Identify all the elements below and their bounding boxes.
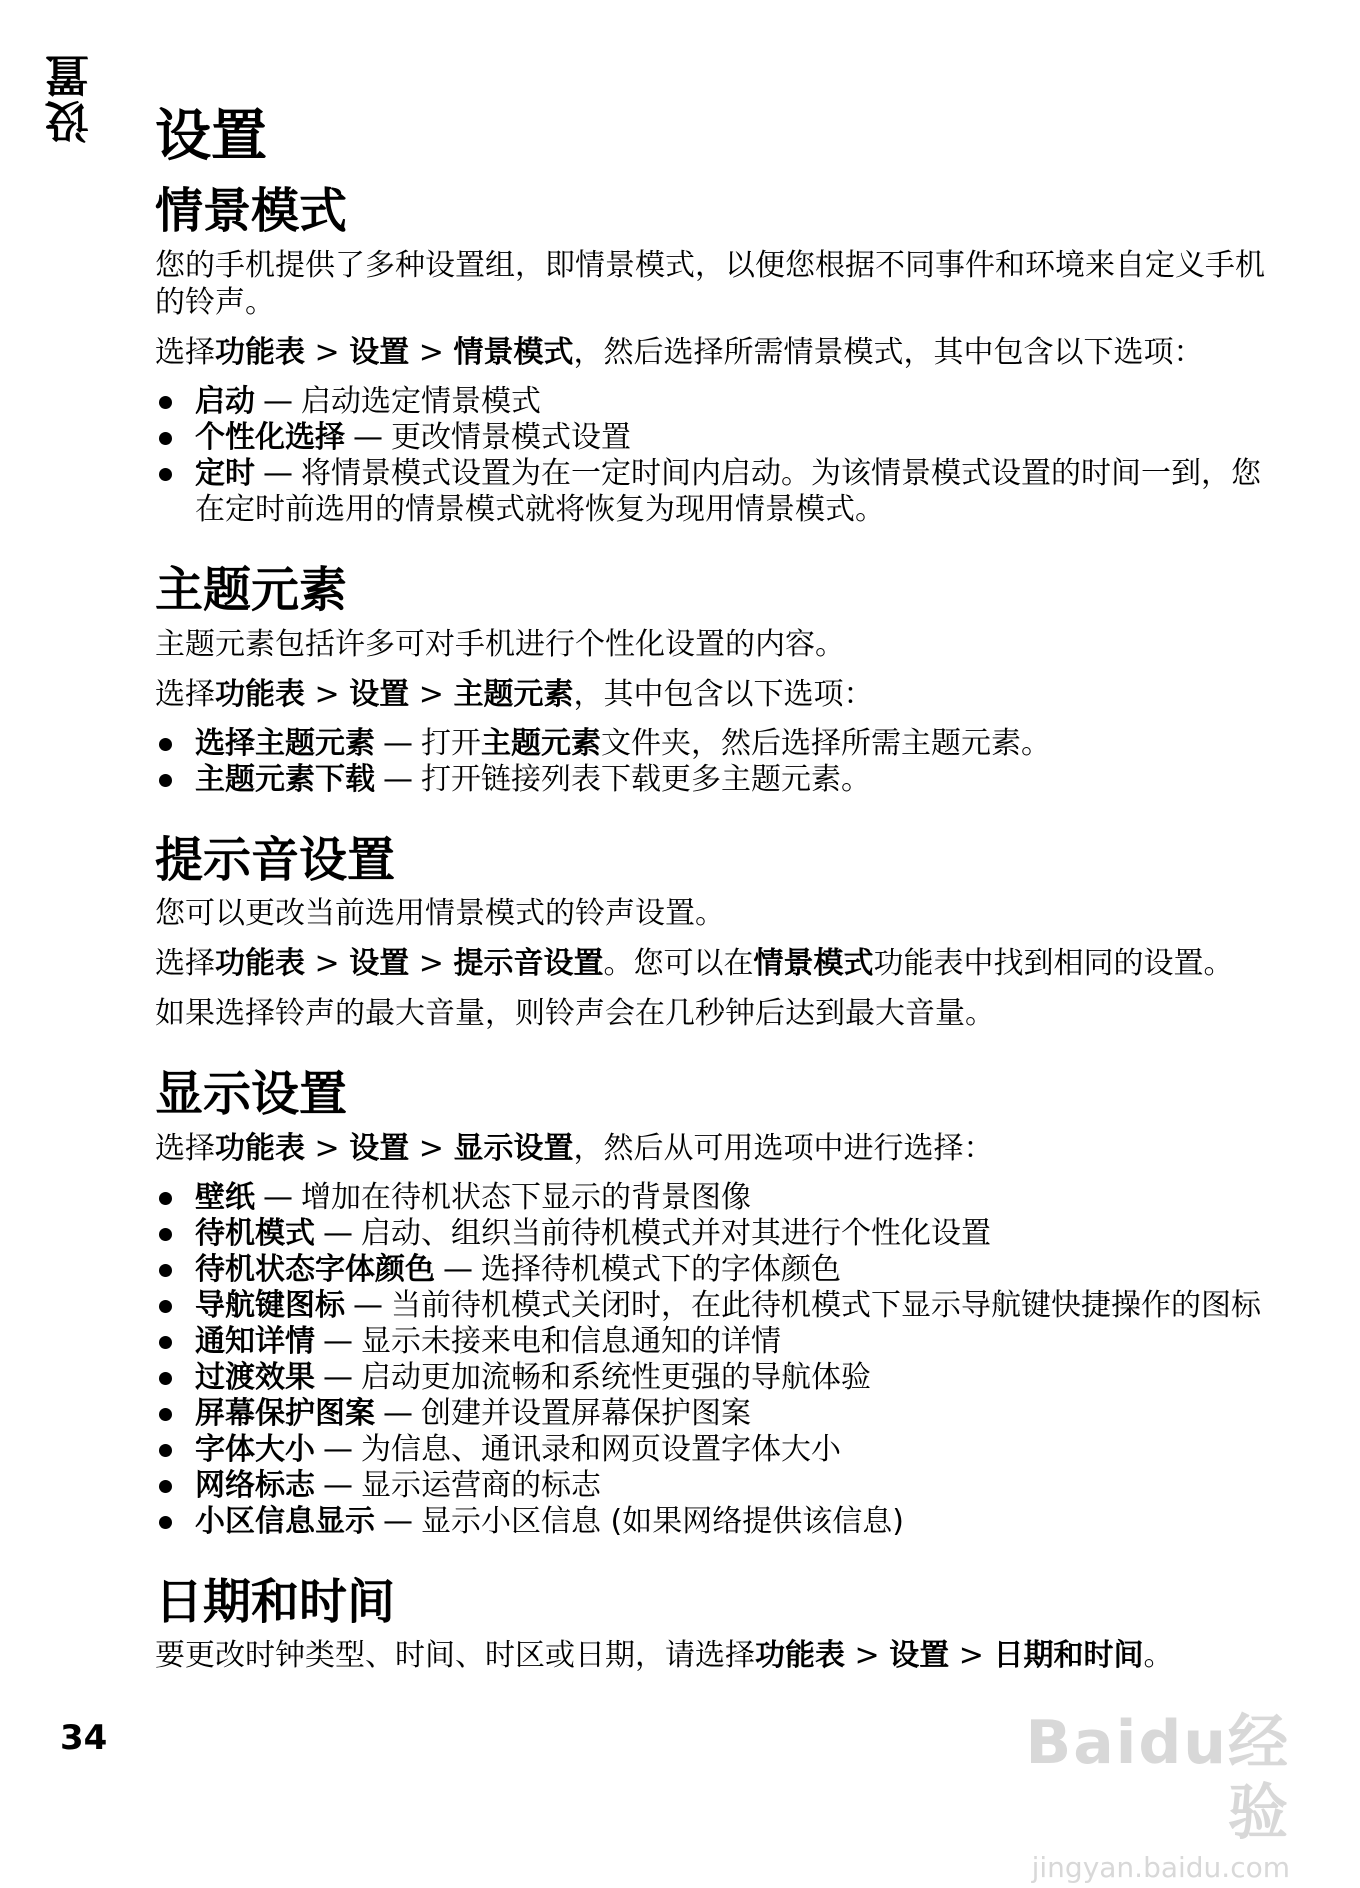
option-desc: 增加在待机状态下显示的背景图像 — [301, 1179, 751, 1215]
option-term: 个性化选择 — [195, 419, 345, 455]
list-item: 定时 — 将情景模式设置为在一定时间内启动。为该情景模式设置的时间一到，您在定时前选用的情景模式就将恢复为现用情景模式。 — [155, 456, 1285, 528]
list-item: 主题元素下载 — 打开链接列表下载更多主题元素。 — [155, 762, 1285, 798]
section-note: 如果选择铃声的最大音量，则铃声会在几秒钟后达到最大音量。 — [155, 996, 995, 1032]
list-item: 导航键图标 — 当前待机模式关闭时，在此待机模式下显示导航键快捷操作的图标 — [155, 1288, 1285, 1324]
option-term: 待机状态字体颜色 — [195, 1251, 435, 1287]
section-intro: 您的手机提供了多种设置组，即情景模式，以便您根据不同事件和环境来自定义手机的铃声。 — [155, 247, 1265, 320]
list-item: 个性化选择 — 更改情景模式设置 — [155, 420, 1285, 456]
watermark-logo: Baidu经验 — [1025, 1708, 1290, 1848]
option-desc: 启动、组织当前待机模式并对其进行个性化设置 — [361, 1215, 991, 1251]
section-title: 主题元素 — [155, 561, 348, 618]
list-item: 字体大小 — 为信息、通讯录和网页设置字体大小 — [155, 1432, 1285, 1468]
menu-path: 选择功能表 > 设置 > 提示音设置。您可以在情景模式功能表中找到相同的设置。 — [155, 946, 1234, 982]
option-list — [155, 1180, 1285, 1540]
side-tab: 设置 — [46, 52, 97, 144]
option-desc: 更改情景模式设置 — [391, 419, 631, 455]
list-item: 待机模式 — 启动、组织当前待机模式并对其进行个性化设置 — [155, 1216, 1285, 1252]
menu-item: 设置 — [889, 1638, 950, 1674]
section-title: 显示设置 — [155, 1066, 348, 1123]
option-desc: 启动更加流畅和系统性更强的导航体验 — [361, 1359, 871, 1395]
menu-item: 功能表 — [215, 1130, 305, 1166]
option-term: 过渡效果 — [195, 1359, 315, 1395]
list-item: 过渡效果 — 启动更加流畅和系统性更强的导航体验 — [155, 1360, 1285, 1396]
option-list — [155, 726, 1285, 798]
option-desc: 启动选定情景模式 — [301, 383, 541, 419]
menu-item: 功能表 — [755, 1638, 845, 1674]
page-title: 设置 — [155, 104, 267, 169]
menu-item: 功能表 — [215, 334, 305, 370]
list-item: 选择主题元素 — 打开主题元素文件夹，然后选择所需主题元素。 — [155, 726, 1285, 762]
option-term: 导航键图标 — [195, 1287, 345, 1323]
watermark-url: jingyan.baidu.com — [1031, 1851, 1290, 1884]
menu-item: 显示设置 — [453, 1130, 574, 1166]
menu-path: 选择功能表 > 设置 > 显示设置，然后从可用选项中进行选择： — [155, 1130, 994, 1166]
option-list — [155, 384, 1285, 528]
option-term: 通知详情 — [195, 1323, 315, 1359]
section-profiles — [155, 183, 1285, 528]
page-content — [155, 105, 1285, 1687]
option-term: 字体大小 — [195, 1431, 315, 1467]
section-intro: 您可以更改当前选用情景模式的铃声设置。 — [155, 896, 725, 932]
option-term: 选择主题元素 — [195, 725, 375, 761]
option-term: 启动 — [195, 383, 255, 419]
option-desc: 显示运营商的标志 — [361, 1467, 601, 1503]
list-item: 壁纸 — 增加在待机状态下显示的背景图像 — [155, 1180, 1285, 1216]
menu-item: 提示音设置 — [453, 946, 604, 982]
option-desc: 为信息、通讯录和网页设置字体大小 — [361, 1431, 841, 1467]
menu-item: 主题元素 — [453, 676, 574, 712]
option-desc: 显示小区信息 (如果网络提供该信息) — [421, 1503, 904, 1539]
section-intro: 主题元素包括许多可对手机进行个性化设置的内容。 — [155, 626, 845, 662]
section-themes — [155, 562, 1285, 798]
option-term: 小区信息显示 — [195, 1503, 375, 1539]
section-title: 日期和时间 — [155, 1573, 396, 1630]
section-tones — [155, 832, 1285, 1033]
section-title: 情景模式 — [155, 183, 348, 240]
list-item: 通知详情 — 显示未接来电和信息通知的详情 — [155, 1324, 1285, 1360]
menu-path: 选择功能表 > 设置 > 主题元素，其中包含以下选项： — [155, 676, 874, 712]
option-desc: 当前待机模式关闭时，在此待机模式下显示导航键快捷操作的图标 — [391, 1287, 1261, 1323]
menu-item: 日期和时间 — [993, 1638, 1144, 1674]
menu-item: 设置 — [349, 1130, 410, 1166]
option-term: 壁纸 — [195, 1179, 255, 1215]
list-item: 启动 — 启动选定情景模式 — [155, 384, 1285, 420]
section-display — [155, 1066, 1285, 1540]
menu-item: 功能表 — [215, 676, 305, 712]
list-item: 小区信息显示 — 显示小区信息 (如果网络提供该信息) — [155, 1504, 1285, 1540]
list-item: 网络标志 — 显示运营商的标志 — [155, 1468, 1285, 1504]
option-desc: 将情景模式设置为在一定时间内启动。为该情景模式设置的时间一到，您在定时前选用的情景模式就将恢复为现用情景模式。 — [195, 455, 1261, 527]
option-desc: 显示未接来电和信息通知的详情 — [361, 1323, 781, 1359]
menu-path: 要更改时钟类型、时间、时区或日期，请选择功能表 > 设置 > 日期和时间。 — [155, 1638, 1174, 1674]
section-datetime — [155, 1574, 1285, 1675]
list-item: 屏幕保护图案 — 创建并设置屏幕保护图案 — [155, 1396, 1285, 1432]
menu-item: 情景模式 — [453, 334, 574, 370]
section-title: 提示音设置 — [155, 831, 396, 888]
menu-item: 设置 — [349, 946, 410, 982]
option-desc: 打开链接列表下载更多主题元素。 — [421, 761, 871, 797]
option-desc: 选择待机模式下的字体颜色 — [481, 1251, 841, 1287]
menu-path: 选择功能表 > 设置 > 情景模式，然后选择所需情景模式，其中包含以下选项： — [155, 334, 1204, 370]
menu-item: 设置 — [349, 676, 410, 712]
option-term: 屏幕保护图案 — [195, 1395, 375, 1431]
menu-item: 设置 — [349, 334, 410, 370]
menu-item: 功能表 — [215, 946, 305, 982]
watermark — [970, 1708, 1290, 1884]
list-item: 待机状态字体颜色 — 选择待机模式下的字体颜色 — [155, 1252, 1285, 1288]
option-term: 定时 — [195, 455, 255, 491]
option-term: 网络标志 — [195, 1467, 315, 1503]
option-term: 待机模式 — [195, 1215, 315, 1251]
option-desc: 创建并设置屏幕保护图案 — [421, 1395, 751, 1431]
option-term: 主题元素下载 — [195, 761, 375, 797]
page-number: 34 — [60, 1718, 108, 1758]
